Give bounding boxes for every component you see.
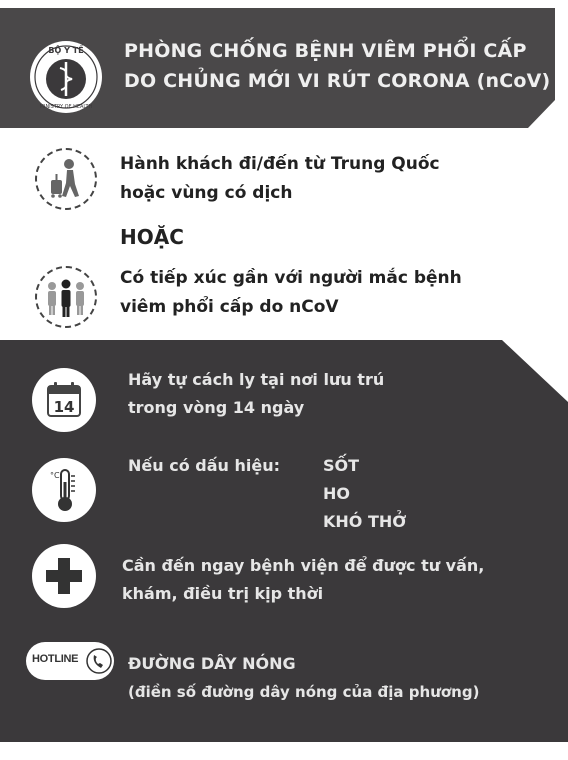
symptoms-label: Nếu có dấu hiệu: <box>128 456 280 475</box>
hospital-line-2: khám, điều trị kịp thời <box>122 584 324 603</box>
symptom-fever: SỐT <box>323 456 360 475</box>
hospital-line-1: Cần đến ngay bệnh viện để được tư vấn, <box>122 556 485 575</box>
travel-line-2: hoặc vùng có dịch <box>120 183 293 203</box>
title-line-2: DO CHỦNG MỚI VI RÚT CORONA (nCoV) <box>124 70 551 92</box>
thermometer-icon <box>32 458 96 522</box>
hospital-text <box>122 552 484 608</box>
hotline-text <box>128 650 479 706</box>
or-label: HOẶC <box>120 225 184 249</box>
travel-text <box>120 150 440 208</box>
ministry-of-health-logo <box>29 40 103 114</box>
symptom-cough: HO <box>323 484 350 503</box>
calendar-number: 14 <box>53 398 75 416</box>
hotline-title: ĐƯỜNG DÂY NÓNG <box>128 654 296 673</box>
logo-text-bottom: MINISTRY OF HEALTH <box>39 104 93 110</box>
contact-line-1: Có tiếp xúc gần với người mắc bệnh <box>120 268 462 288</box>
thermometer-unit: °C <box>50 471 60 480</box>
page-title <box>124 36 554 96</box>
hotline-badge <box>26 642 114 680</box>
hotline-note: (điền số đường dây nóng của địa phương) <box>128 683 480 701</box>
phone-icon <box>86 647 112 675</box>
calendar-icon <box>32 368 96 432</box>
traveler-icon <box>35 148 97 210</box>
symptoms-list <box>323 452 406 536</box>
logo-text-top: BỘ Y TẾ <box>48 46 84 55</box>
medical-cross-icon <box>32 544 96 608</box>
symptom-breathing: KHÓ THỞ <box>323 512 407 531</box>
close-contact-icon <box>35 266 97 328</box>
hotline-badge-text: HOTLINE <box>32 653 79 665</box>
isolation-text <box>128 366 384 422</box>
contact-line-2: viêm phổi cấp do nCoV <box>120 297 339 317</box>
contact-text <box>120 264 462 322</box>
isolate-line-2: trong vòng 14 ngày <box>128 398 305 417</box>
travel-line-1: Hành khách đi/đến từ Trung Quốc <box>120 154 440 174</box>
isolate-line-1: Hãy tự cách ly tại nơi lưu trú <box>128 370 385 389</box>
title-line-1: PHÒNG CHỐNG BỆNH VIÊM PHỔI CẤP <box>124 40 527 62</box>
